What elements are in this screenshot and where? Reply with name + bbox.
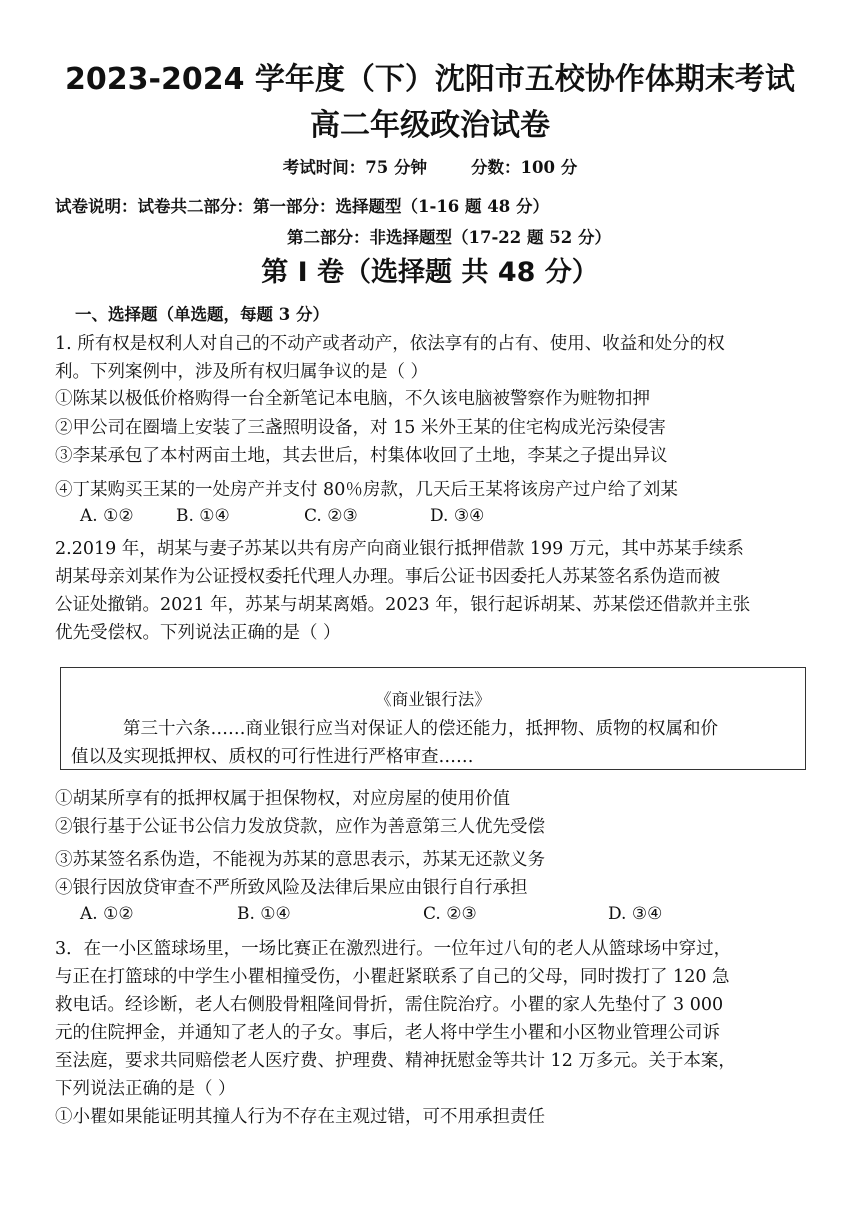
q2-option-d[interactable]: D. ③④: [608, 904, 663, 924]
q2-option-a[interactable]: A. ①②: [80, 904, 134, 924]
q1-stem-line: 1. 所有权是权利人对自己的不动产或者动产，依法享有的占有、使用、收益和处分的权: [55, 334, 725, 354]
q3-stem-line: 至法庭，要求共同赔偿老人医疗费、护理费、精神抚慰金等共计 12 万多元。关于本案，: [55, 1051, 736, 1071]
q1-item: ②甲公司在圈墙上安装了三盏照明设备，对 15 米外王某的住宅构成光污染侵害: [55, 418, 666, 438]
q3-item: ①小瞿如果能证明其撞人行为不存在主观过错，可不用承担责任: [55, 1107, 545, 1127]
q2-option-c[interactable]: C. ②③: [423, 904, 477, 924]
q1-stem-line: 利。下列案例中，涉及所有权归属争议的是（ ）: [55, 362, 429, 382]
exam-title: 2023-2024 学年度（下）沈阳市五校协作体期末考试: [65, 62, 795, 97]
q1-item: ③李某承包了本村两亩土地，其去世后，村集体收回了土地，李某之子提出异议: [55, 446, 668, 466]
exam-info: [0, 154, 860, 178]
law-quote-title: 《商业银行法》: [375, 690, 491, 709]
paper-note-line1: 试卷说明：试卷共二部分：第一部分：选择题型（1-16 题 48 分）: [55, 197, 549, 216]
q1-option-b[interactable]: B. ①④: [176, 506, 230, 526]
q2-option-b[interactable]: B. ①④: [237, 904, 291, 924]
q1-option-c[interactable]: C. ②③: [304, 506, 358, 526]
q3-stem-line: 元的住院押金，并通知了老人的子女。事后，老人将中学生小瞿和小区物业管理公司诉: [55, 1023, 720, 1043]
part1-title: 第 I 卷（选择题 共 48 分）: [261, 257, 599, 288]
law-quote-line: 值以及实现抵押权、质权的可行性进行严格审查……: [71, 747, 474, 767]
q2-item: ②银行基于公证书公信力发放贷款，应作为善意第三人优先受偿: [55, 817, 545, 837]
q2-stem-line: 公证处撤销。2021 年，苏某与胡某离婚。2023 年，银行起诉胡某、苏某偿还借款并主张: [55, 595, 751, 615]
q2-item: ④银行因放贷审查不严所致风险及法律后果应由银行自行承担: [55, 878, 528, 898]
q1-option-d[interactable]: D. ③④: [430, 506, 485, 526]
q2-item: ③苏某签名系伪造，不能视为苏某的意思表示，苏某无还款义务: [55, 850, 545, 870]
q1-option-a[interactable]: A. ①②: [80, 506, 134, 526]
q2-stem-line: 2.2019 年，胡某与妻子苏某以共有房产向商业银行抵押借款 199 万元，其中苏某手续系: [55, 539, 744, 559]
q2-stem-line: 优先受偿权。下列说法正确的是（ ）: [55, 623, 341, 643]
q3-stem-line: 救电话。经诊断，老人右侧股骨粗隆间骨折，需住院治疗。小瞿的家人先垫付了 3 000: [55, 995, 724, 1015]
law-quote-line: 第三十六条……商业银行应当对保证人的偿还能力，抵押物、质物的权属和价: [123, 719, 718, 739]
q2-stem-line: 胡某母亲刘某作为公证授权委托代理人办理。事后公证书因委托人苏某签名系伪造而被: [55, 567, 720, 587]
exam-score: 分数：100 分: [471, 158, 578, 177]
section-heading: 一、选择题（单选题，每题 3 分）: [75, 305, 329, 324]
paper-note-line2: 第二部分：非选择题型（17-22 题 52 分）: [287, 228, 611, 247]
q3-stem-line: 与正在打篮球的中学生小瞿相撞受伤，小瞿赶紧联系了自己的父母，同时拨打了 120 急: [55, 967, 730, 987]
q1-item: ①陈某以极低价格购得一台全新笔记本电脑，不久该电脑被警察作为赃物扣押: [55, 389, 650, 409]
exam-subtitle: 高二年级政治试卷: [310, 108, 550, 143]
exam-time: 考试时间：75 分钟: [282, 158, 428, 177]
q3-stem-line: 3．在一小区篮球场里，一场比赛正在激烈进行。一位年过八旬的老人从篮球场中穿过，: [55, 939, 732, 959]
q2-item: ①胡某所享有的抵押权属于担保物权，对应房屋的使用价值: [55, 789, 510, 809]
q3-stem-line: 下列说法正确的是（ ）: [55, 1079, 236, 1099]
q1-item: ④丁某购买王某的一处房产并支付 80％房款，几天后王某将该房产过户给了刘某: [55, 480, 678, 500]
law-quote-box: [60, 667, 806, 770]
